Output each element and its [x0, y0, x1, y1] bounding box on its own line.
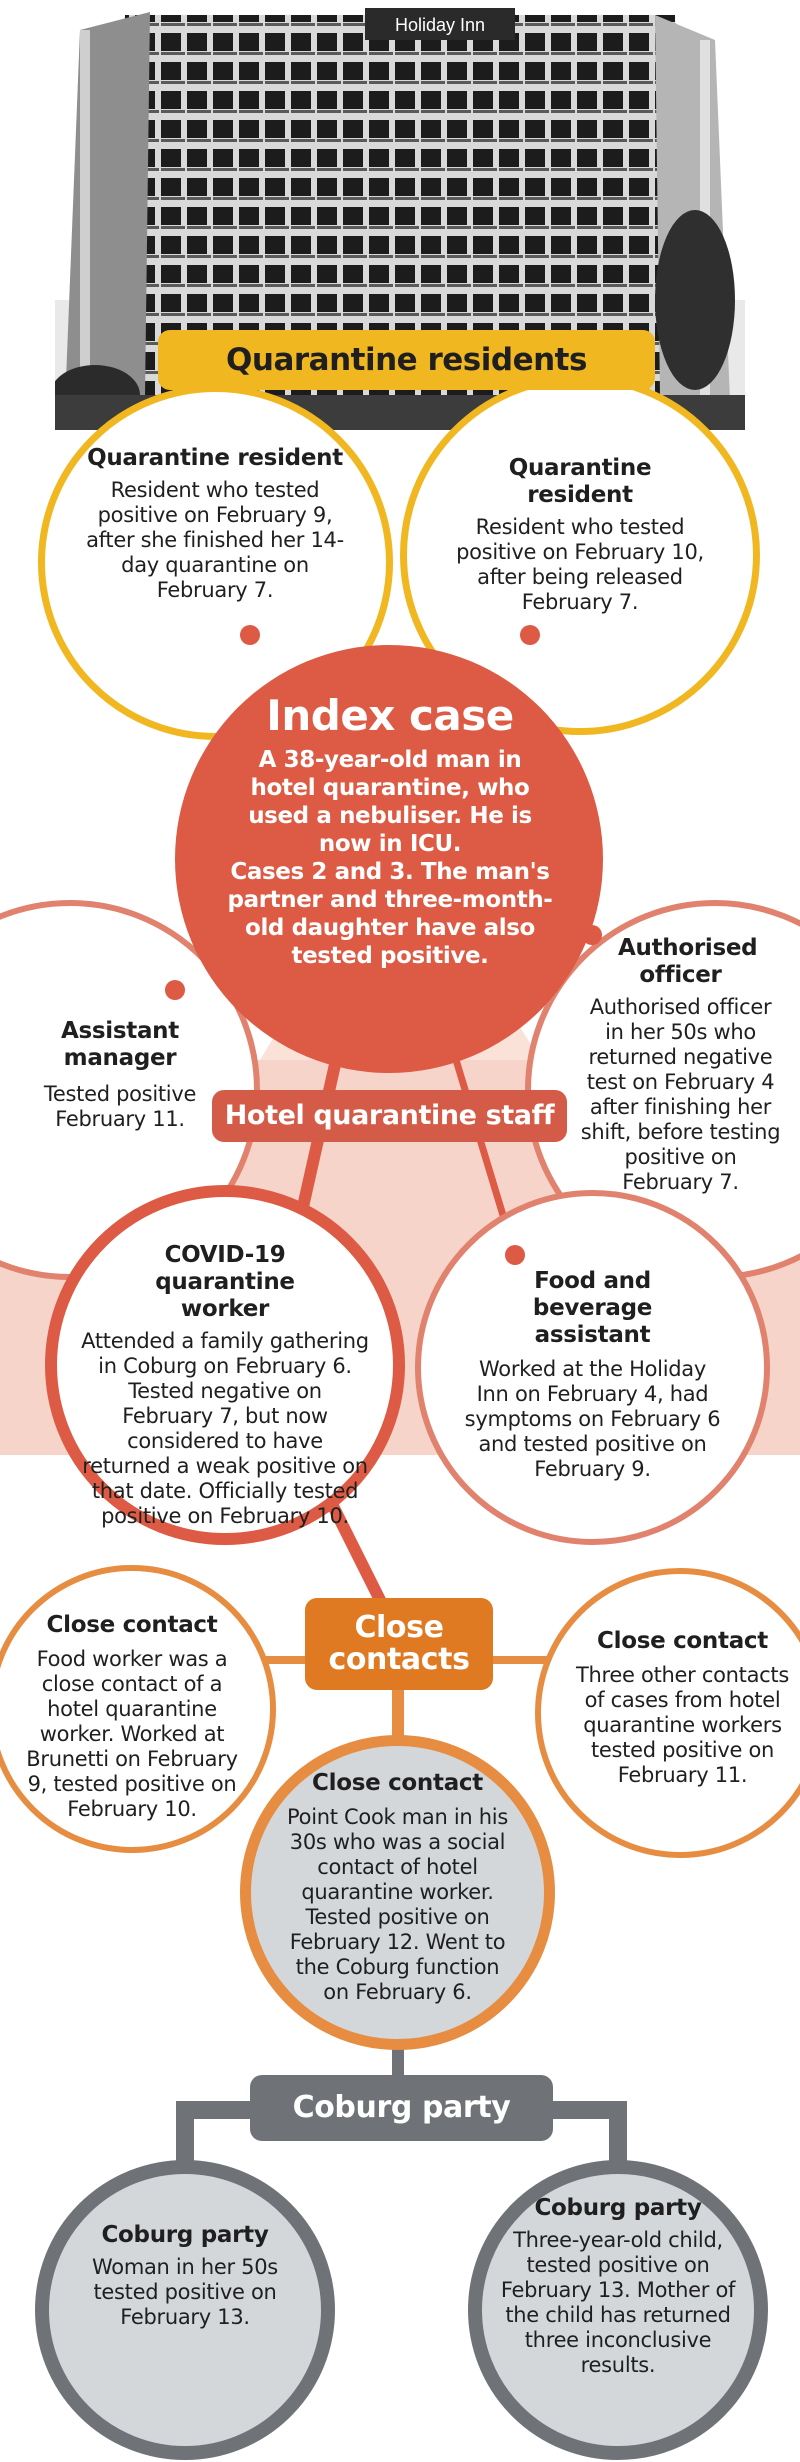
index-case-body: A 38-year-old man in hotel quarantine, who used a nebuliser. He is now in ICU.: [248, 747, 532, 857]
quarantine-residents-label: Quarantine residents: [158, 330, 655, 390]
covid-worker-text: [80, 1242, 370, 1529]
close-contacts-label: [305, 1598, 493, 1690]
hotel-staff-label: Hotel quarantine staff: [212, 1090, 567, 1142]
food-beverage-title: Food and beverage assistant: [532, 1268, 653, 1348]
close-contact-center-title: Close contact: [312, 1770, 483, 1796]
coburg-party-left-body: Woman in her 50s tested positive on February 13.: [92, 2255, 278, 2329]
close-contact-right-text: [570, 1628, 795, 1788]
authorised-officer-text: [578, 935, 783, 1195]
resident-left-connector-dot: [240, 625, 260, 645]
index-case-body-2: Cases 2 and 3. The man's partner and three-month-old daughter have also tested positive.: [227, 859, 553, 969]
food-beverage-connector-dot: [505, 1245, 525, 1265]
covid-worker-title: COVID-19 quarantine worker: [155, 1242, 295, 1322]
index-case-title: Index case: [266, 691, 514, 740]
close-contact-center-body: Point Cook man in his 30s who was a social contact of hotel quarantine worker. Tested positive on February 12. Went to the Coburg function on February 6.: [287, 1805, 508, 2004]
assistant-manager-title: Assistant manager: [61, 1018, 179, 1071]
assistant-manager-text: [5, 1018, 235, 1132]
resident-left-title: Quarantine resident: [87, 445, 343, 471]
resident-right-text: [455, 455, 705, 615]
assistant-manager-connector-dot: [165, 980, 185, 1000]
coburg-party-right-body: Three-year-old child, tested positive on February 13. Mother of the child has returned three inconclusive results.: [500, 2228, 736, 2377]
coburg-party-left-text: [80, 2222, 290, 2330]
resident-left-body: Resident who tested positive on February 9, after she finished her 14-day quarantine on February 7.: [86, 478, 344, 602]
resident-right-title: Quarantine resident: [508, 455, 652, 508]
close-contact-left-title: Close contact: [46, 1612, 218, 1638]
close-contacts-label-text: Close contacts: [328, 1610, 470, 1677]
coburg-party-label: Coburg party: [250, 2075, 553, 2141]
resident-right-body: Resident who tested positive on February 10, after being released February 7.: [456, 515, 704, 614]
authorised-officer-body: Authorised officer in her 50s who returned negative test on February 4 after finishing her shift, before testing positive on February 7.: [580, 995, 781, 1194]
resident-left-text: [80, 445, 350, 603]
coburg-party-right-text: [500, 2195, 736, 2378]
close-contact-right-title: Close contact: [597, 1628, 768, 1654]
authorised-officer-title: Authorised officer: [618, 935, 758, 988]
resident-right-connector-dot: [520, 625, 540, 645]
assistant-manager-body: Tested positive February 11.: [43, 1082, 197, 1131]
covid-worker-body: Attended a family gathering in Coburg on February 6. Tested negative on February 7, but now considered to have returned a weak positive on that date. Officially tested positive on February 10.: [81, 1329, 369, 1528]
food-beverage-body: Worked at the Holiday Inn on February 4, had symptoms on February 6 and tested positive on February 9.: [464, 1357, 721, 1481]
coburg-party-right-title: Coburg party: [534, 2195, 702, 2221]
close-contact-left-body: Food worker was a close contact of a hotel quarantine worker. Worked at Brunetti on February 9, tested positive on February 10.: [26, 1647, 238, 1821]
hotel-sign: Holiday Inn: [394, 15, 486, 35]
index-case-text: [225, 690, 555, 970]
close-contact-right-body: Three other contacts of cases from hotel quarantine workers tested positive on February 11.: [576, 1663, 789, 1787]
close-contact-left-text: [22, 1612, 242, 1822]
close-contact-center-text: [280, 1770, 515, 2005]
food-beverage-text: [460, 1268, 725, 1482]
coburg-party-left-title: Coburg party: [101, 2222, 269, 2248]
